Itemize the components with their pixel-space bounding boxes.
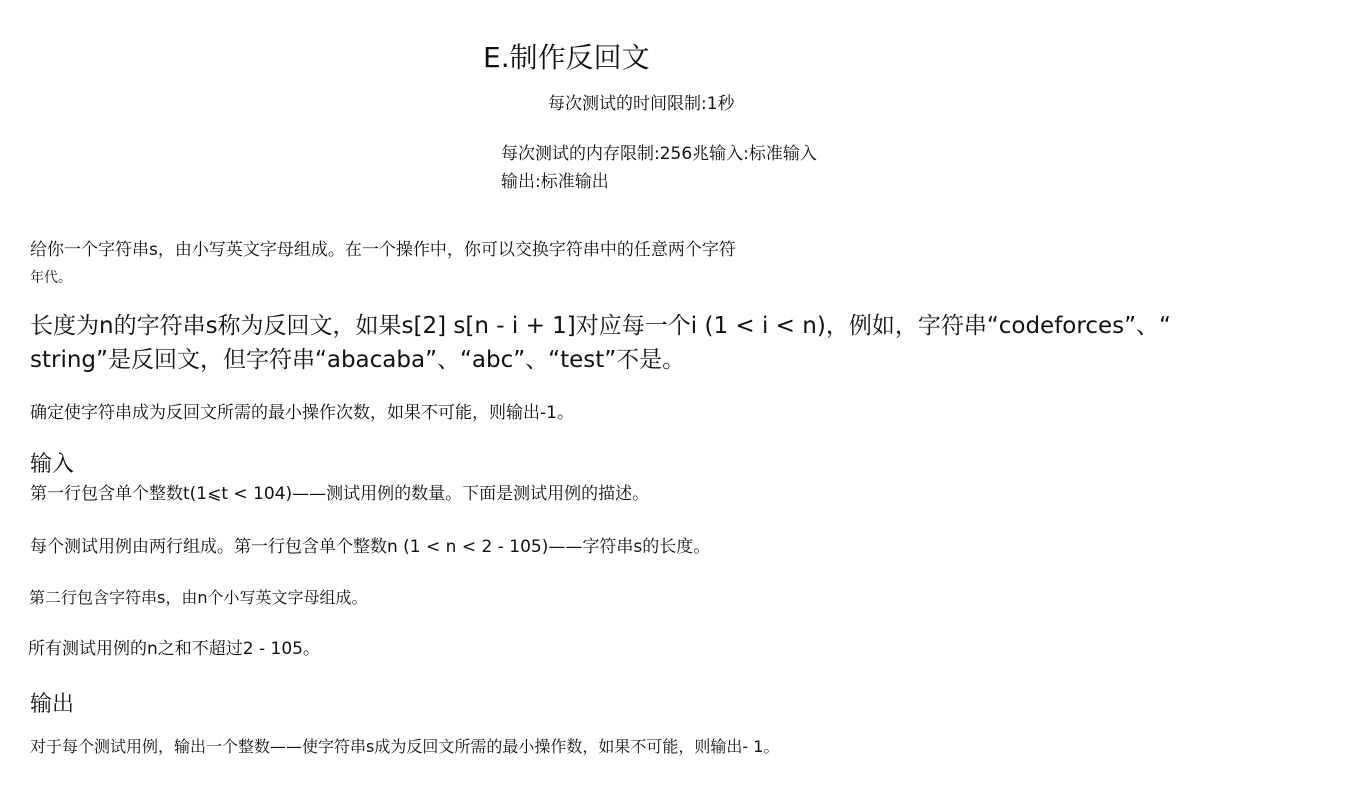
input-line-n: 每个测试用例由两行组成。第一行包含单个整数n (1 < n < 2 - 105)——字符串s的长度。 [30, 537, 711, 557]
input-line-s: 第二行包含字符串s，由n个小写英文字母组成。 [29, 588, 368, 607]
statement-intro: 给你一个字符串s，由小写英文字母组成。在一个操作中，你可以交换字符串中的任意两个字符 [30, 240, 736, 260]
antipalindrome-definition-line2: string”是反回文，但字符串“abacaba”、“abc”、“test”不是。 [30, 347, 686, 373]
time-limit: 每次测试的时间限制:1秒 [548, 94, 735, 114]
output-spec: 输出:标准输出 [501, 172, 609, 192]
output-heading: 输出 [30, 692, 75, 717]
memory-limit: 每次测试的内存限制:256兆输入:标准输入 [501, 144, 817, 164]
statement-intro-continuation: 年代。 [30, 270, 72, 286]
input-heading: 输入 [30, 452, 75, 477]
input-line-sum: 所有测试用例的n之和不超过2 - 105。 [28, 639, 320, 659]
problem-title: E.制作反回文 [483, 41, 650, 74]
antipalindrome-definition-line1: 长度为n的字符串s称为反回文，如果s[2] s[n - i + 1]对应每一个i (1 < i < n)，例如，字符串“codeforces”、“ [30, 313, 1171, 339]
task-statement: 确定使字符串成为反回文所需的最小操作次数，如果不可能，则输出-1。 [30, 403, 574, 423]
input-line-t: 第一行包含单个整数t(1⩽t < 104)——测试用例的数量。下面是测试用例的描述。 [30, 484, 650, 504]
output-description: 对于每个测试用例，输出一个整数——使字符串s成为反回文所需的最小操作数，如果不可能，则输出- 1。 [30, 737, 780, 756]
